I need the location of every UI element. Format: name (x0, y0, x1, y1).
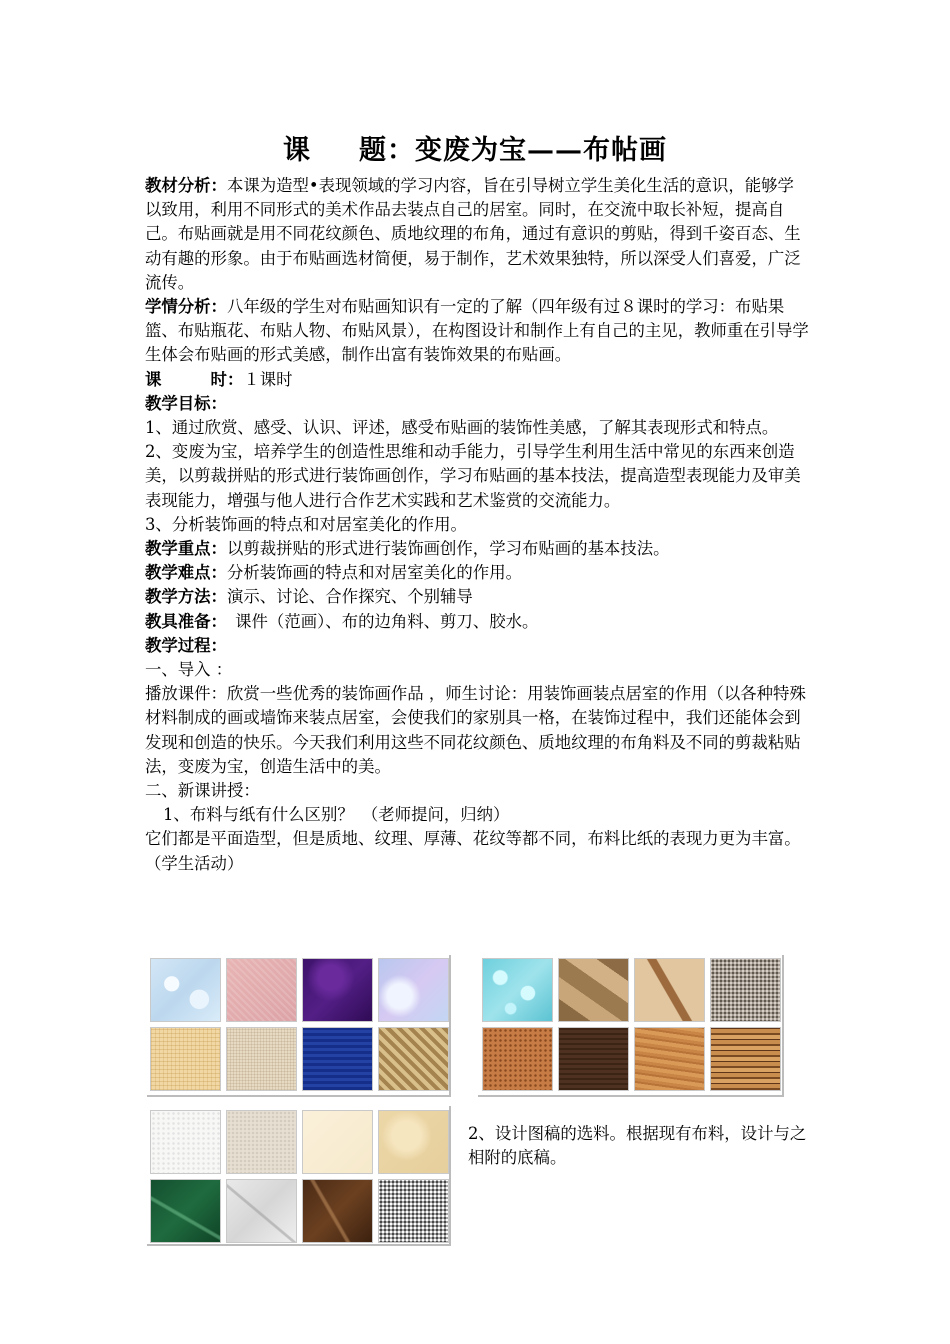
title-suffix: 题：变废为宝——布帖画 (359, 135, 667, 166)
step2-item2: 2、设计图稿的选料。根据现有布料，设计与之相附的底稿。 (468, 1124, 807, 1168)
goal-item-3: 3、分析装饰画的特点和对居室美化的作用。 (145, 514, 467, 534)
texture-blue-cloth (302, 1027, 373, 1091)
period-paragraph (145, 368, 810, 392)
method-paragraph (145, 585, 810, 609)
key-text: 以剪裁拼贴的形式进行装饰画创作，学习布贴画的基本技法。 (226, 539, 670, 559)
difficulty-paragraph (145, 561, 810, 585)
texture-brown-marble (302, 1179, 373, 1243)
texture-crumpled-paper (558, 958, 629, 1022)
fabric-texture-grid (150, 958, 449, 1091)
texture-gravel (710, 958, 781, 1022)
analysis-label: 教材分析： (145, 176, 227, 195)
analysis-text: 本课为造型•表现领域的学习内容，旨在引导树立学生美化生活的意识，能够学以致用，利用不同形式的美术作品去装点自己的居室。同时，在交流中取长补短，提高自己。布贴画就是用不同花纹颜色、质地纹理的布角，通过有意识的剪贴，得到千姿百态、生动有趣的形象。由于布贴画选材简便，易于制作，艺术效果独特，所以深受人们喜爱，广泛流传。 (145, 176, 801, 292)
texture-green-marble (150, 1179, 221, 1243)
texture-dark-wood (558, 1027, 629, 1091)
document-body (145, 174, 810, 876)
texture-purple (302, 958, 373, 1022)
process-label: 教学过程： (145, 635, 227, 655)
texture-weave (378, 1027, 449, 1091)
tools-text: 课件（范画）、布的边角料、剪刀、胶水。 (218, 611, 539, 631)
method-label: 教学方法： (145, 587, 227, 607)
goals-label: 教学目标： (145, 393, 227, 413)
students-paragraph (145, 295, 810, 368)
texture-granite (378, 1179, 449, 1243)
students-text: 八年级的学生对布贴画知识有一定的了解（四年级有过８课时的学习：布贴果篮、布贴瓶花、布贴人物、布贴风景），在构图设计和制作上有自己的主见，教师重在引导学生体会布贴画的形式美感，制作出富有装饰效果的布贴画。 (145, 297, 809, 365)
step2-title: 二、新课讲授： (145, 781, 260, 801)
period-text: １课时 (243, 369, 293, 389)
key-label: 教学重点： (145, 539, 227, 559)
title-prefix: 课 (283, 135, 311, 166)
texture-zebrawood (710, 1027, 781, 1091)
period-label: 课 时： (145, 369, 244, 389)
step1-text: 播放课件：欣赏一些优秀的装饰画作品 ，师生讨论：用装饰画装点居室的作用（以各种特殊材料制成的画或墙饰来装点居室，会使我们的家别具一格，在装饰过程中，我们还能体会到发现和创造的快乐。今天我们利用这些不同花纹颜色、质地纹理的布角料及不同的剪裁粘贴法，变废为宝，创造生活中的美。 (145, 684, 806, 776)
texture-sand-paper (378, 1110, 449, 1174)
tools-paragraph (145, 610, 810, 634)
texture-cream-paper (302, 1110, 373, 1174)
stone-texture-grid (150, 1110, 449, 1243)
step2-question: 1、布料与纸有什么区别？ （老师提问，归纳） (163, 805, 510, 825)
texture-leaf-paper (634, 958, 705, 1022)
texture-straw (150, 1027, 221, 1091)
goal-item-2: 2、变废为宝，培养学生的创造性思维和动手能力，引导学生利用生活中常见的东西来创造美，以剪裁拼贴的形式进行装饰画创作，学习布贴画的基本技法，提高造型表现能力及审美表现能力，增强与他人进行合作艺术实践和艺术鉴赏的交流能力。 (145, 442, 801, 510)
texture-oak (634, 1027, 705, 1091)
texture-lavender (378, 958, 449, 1022)
analysis-paragraph (145, 174, 810, 295)
texture-water-drops (482, 958, 553, 1022)
difficulty-text: 分析装饰画的特点和对居室美化的作用。 (226, 563, 522, 583)
texture-ice-blue (150, 958, 221, 1022)
texture-white-paper (150, 1110, 221, 1174)
goal-item-1: 1、通过欣赏、感受、认识、评述，感受布贴画的装饰性美感，了解其表现形式和特点。 (145, 418, 779, 438)
texture-cork (482, 1027, 553, 1091)
material-texture-grid (482, 958, 781, 1091)
page-title (0, 128, 950, 167)
method-text: 演示、讨论、合作探究、个别辅导 (226, 587, 473, 607)
students-label: 学情分析： (145, 297, 227, 317)
difficulty-label: 教学难点： (145, 563, 227, 583)
tools-label: 教具准备： (145, 611, 219, 631)
step2-answer: 它们都是平面造型，但是质地、纹理、厚薄、花纹等都不同，布料比纸的表现力更为丰富。（学生活动） (145, 829, 801, 873)
step1-title: 一、导入 ： (145, 660, 233, 680)
texture-pink (226, 958, 297, 1022)
texture-linen (226, 1027, 297, 1091)
key-paragraph (145, 537, 810, 561)
texture-beige-paper (226, 1110, 297, 1174)
texture-white-marble (226, 1179, 297, 1243)
